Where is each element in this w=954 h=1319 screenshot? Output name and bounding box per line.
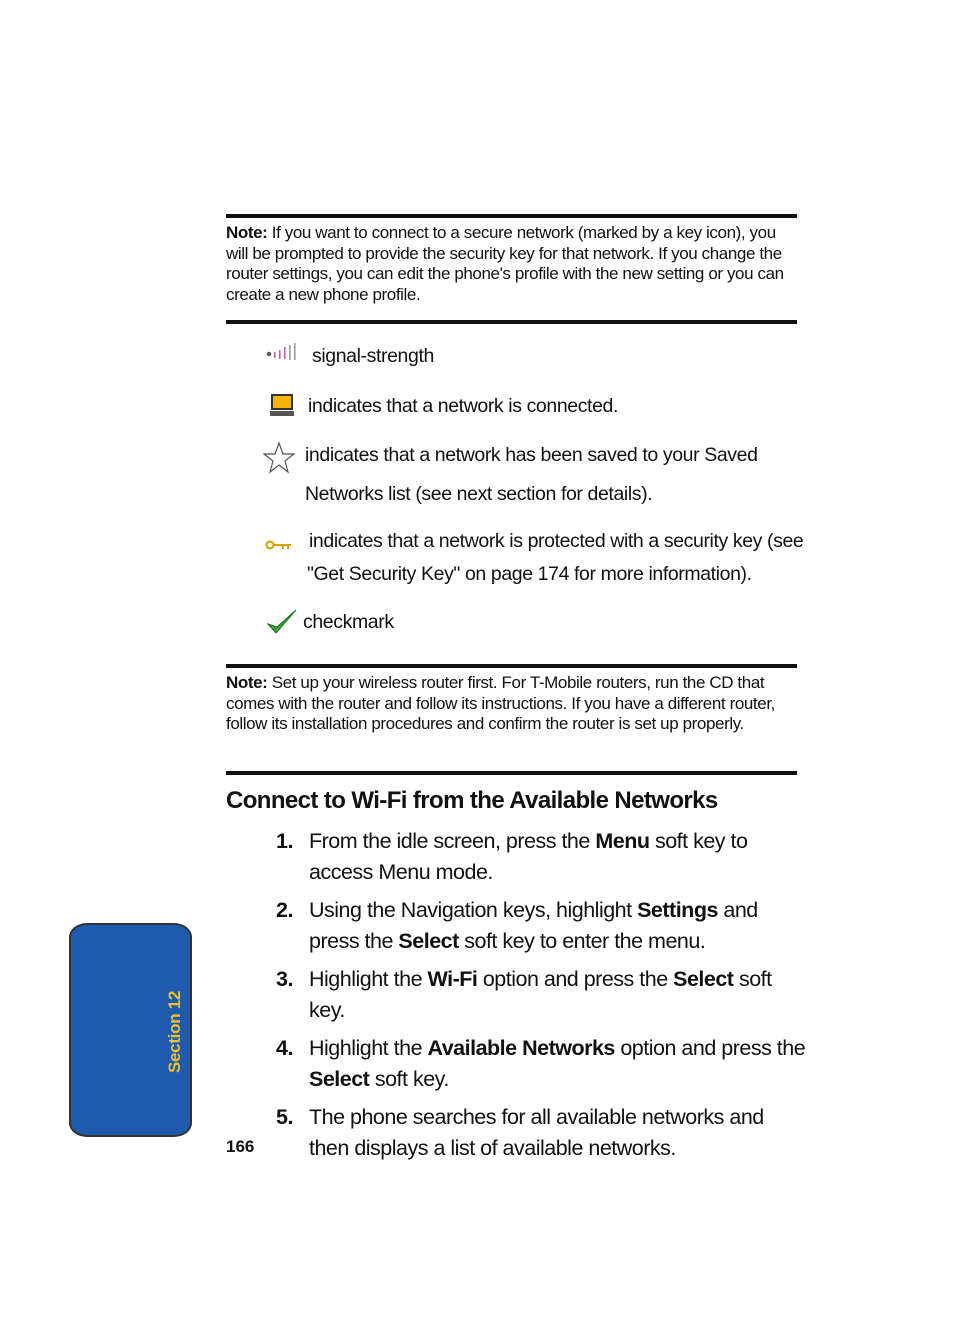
step-item [276, 1102, 806, 1164]
note-label: Note: [226, 673, 268, 692]
step-text: Highlight the [309, 1036, 428, 1060]
legend-text: indicates that a network has been saved to your Saved [305, 444, 758, 466]
step-text: option and press the [614, 1036, 806, 1060]
step-text: The phone searches for all available networks and then displays a list of available networks. [309, 1105, 764, 1160]
step-text: Highlight the [309, 967, 428, 991]
step-item [276, 1033, 806, 1095]
step-text: and press the [309, 898, 758, 953]
step-item [276, 826, 806, 888]
checkmark-icon [266, 608, 298, 636]
signal-strength-icon [262, 342, 298, 364]
note-text: Set up your wireless router first. For T-Mobile routers, run the CD that comes with the router and follow its instructions. If you have a different router, follow its installation procedures and confirm the router is set up properly. [226, 673, 775, 733]
legend-text: indicates that a network is connected. [308, 395, 618, 417]
key-term: Menu [595, 829, 650, 853]
key-term: Select [673, 967, 734, 991]
step-number: 3. [276, 967, 293, 991]
star-icon [262, 441, 296, 475]
note-bottom-rule [226, 771, 797, 775]
key-term: Select [398, 929, 459, 953]
key-term: Settings [637, 898, 718, 922]
legend-text-continued: "Get Security Key" on page 174 for more information). [307, 563, 752, 585]
step-item [276, 895, 806, 957]
legend-text: signal-strength [312, 345, 434, 367]
step-text: From the idle screen, press the [309, 829, 596, 853]
step-text: option and press the [477, 967, 674, 991]
step-text: Using the Navigation keys, highlight [309, 898, 638, 922]
key-term: Available Networks [427, 1036, 615, 1060]
section-heading: Connect to Wi-Fi from the Available Networks [226, 787, 718, 814]
step-text: soft key to access Menu mode. [309, 829, 748, 884]
section-tab-label: Section 12 [165, 990, 184, 1074]
key-term: Wi-Fi [427, 967, 478, 991]
note-top-rule [226, 664, 797, 668]
note-security [226, 223, 797, 305]
note-text: If you want to connect to a secure network (marked by a key icon), you will be prompted to provide the security key for that network. If you change the router settings, you can edit the phone's profile with the new setting or you can create a new phone profile. [226, 223, 784, 304]
step-item [276, 964, 806, 1026]
connected-computer-icon [269, 392, 295, 418]
step-text: soft key. [309, 967, 772, 1022]
page-number: 166 [226, 1137, 255, 1156]
key-icon [265, 537, 293, 553]
note-router [226, 673, 797, 735]
step-number: 5. [276, 1105, 293, 1129]
step-number: 1. [276, 829, 293, 853]
note-bottom-rule [226, 320, 797, 324]
step-number: 4. [276, 1036, 293, 1060]
note-label: Note: [226, 223, 268, 242]
legend-text-continued: Networks list (see next section for details). [305, 483, 653, 505]
step-text: soft key to enter the menu. [458, 929, 706, 953]
legend-text: checkmark [303, 611, 394, 633]
key-term: Select [309, 1067, 370, 1091]
step-list [276, 826, 806, 1171]
step-number: 2. [276, 898, 293, 922]
note-top-rule [226, 214, 797, 218]
legend-text: indicates that a network is protected with a security key (see [309, 530, 804, 552]
step-text: soft key. [369, 1067, 449, 1091]
